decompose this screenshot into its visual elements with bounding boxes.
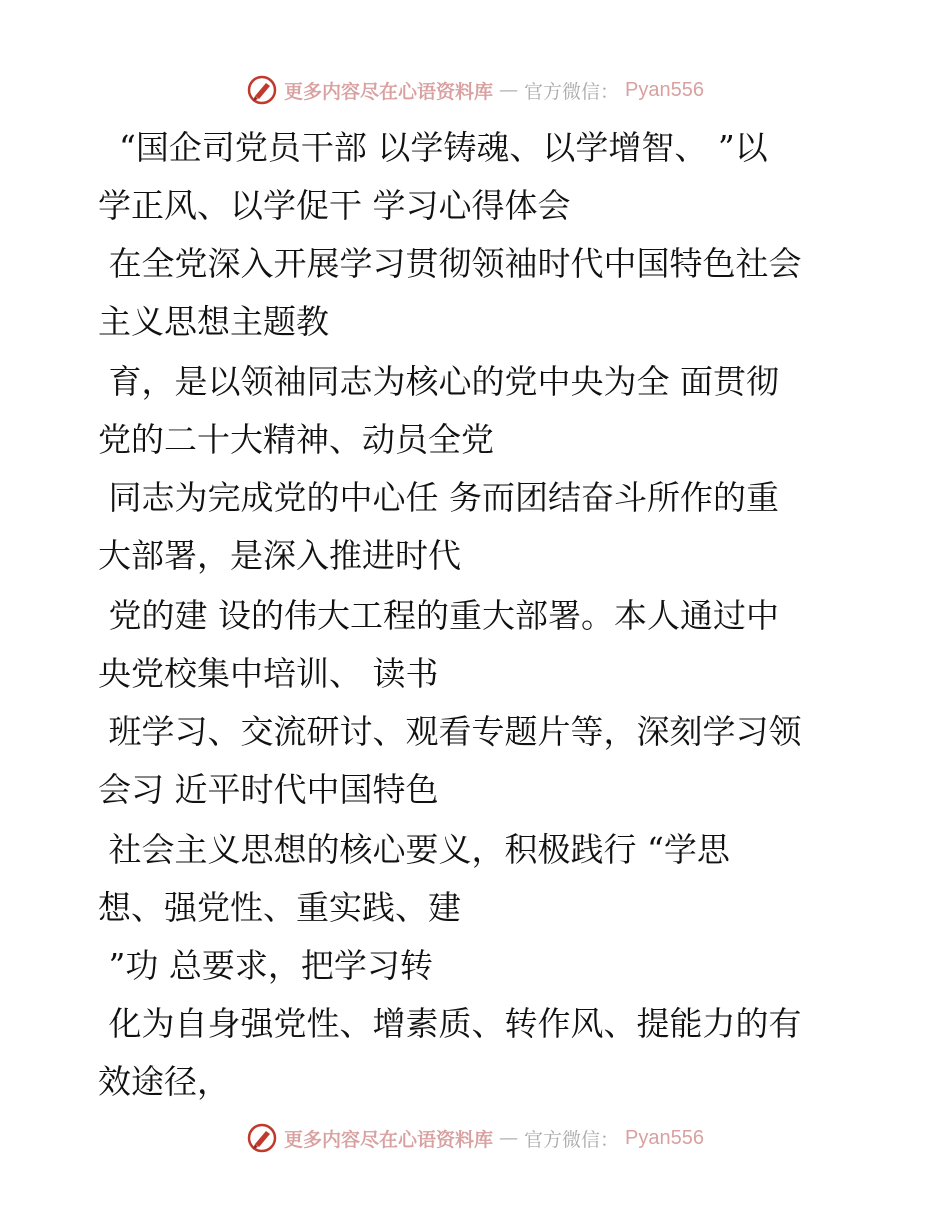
text-line: 在全党深入开展学习贯彻领袖时代中国特色社会 (98, 244, 802, 283)
text-line: ”功 总要求，把学习转 (98, 946, 433, 985)
pen-circle-logo-icon (246, 1122, 278, 1154)
text-line: 央党校集中培训、 读书 (98, 654, 439, 693)
footer-contact-label: 官方微信： (524, 1128, 620, 1151)
text-line: 大部署，是深入推进时代 (98, 536, 461, 575)
footer-separator: — (499, 1127, 519, 1149)
header-contact-id: Pyan556 (625, 78, 704, 101)
text-line: 化为自身强党性、增素质、转作风、提能力的有 (98, 1004, 802, 1043)
header-site-text: 更多内容尽在心语资料库 (284, 80, 494, 103)
text-line: 学正风、以学促干 学习心得体会 (98, 186, 571, 225)
text-line: 主义思想主题教 (98, 302, 329, 341)
footer-contact-id: Pyan556 (625, 1126, 704, 1149)
text-line: 育，是以领袖同志为核心的党中央为全 面贯彻 (98, 362, 779, 401)
text-line: 想、强党性、重实践、建 (98, 888, 461, 927)
text-line: 效途径， (98, 1062, 230, 1101)
footer-site-text: 更多内容尽在心语资料库 (284, 1128, 494, 1151)
header-contact-label: 官方微信： (524, 80, 620, 103)
header-separator: — (499, 79, 519, 101)
header-banner (0, 72, 950, 108)
text-line: 班学习、交流研讨、观看专题片等，深刻学习领 (98, 712, 802, 751)
pen-circle-logo-icon (246, 74, 278, 106)
text-line: 党的二十大精神、动员全党 (98, 420, 494, 459)
text-line: 同志为完成党的中心任 务而团结奋斗所作的重 (98, 478, 779, 517)
text-line: “国企司党员干部 以学铸魂、以学增智、 ”以 (98, 128, 768, 167)
footer-banner (0, 1120, 950, 1156)
text-line: 会习 近平时代中国特色 (98, 770, 439, 809)
text-line: 社会主义思想的核心要义，积极践行 “学思 (98, 830, 730, 869)
text-line: 党的建 设的伟大工程的重大部署。本人通过中 (98, 596, 779, 635)
